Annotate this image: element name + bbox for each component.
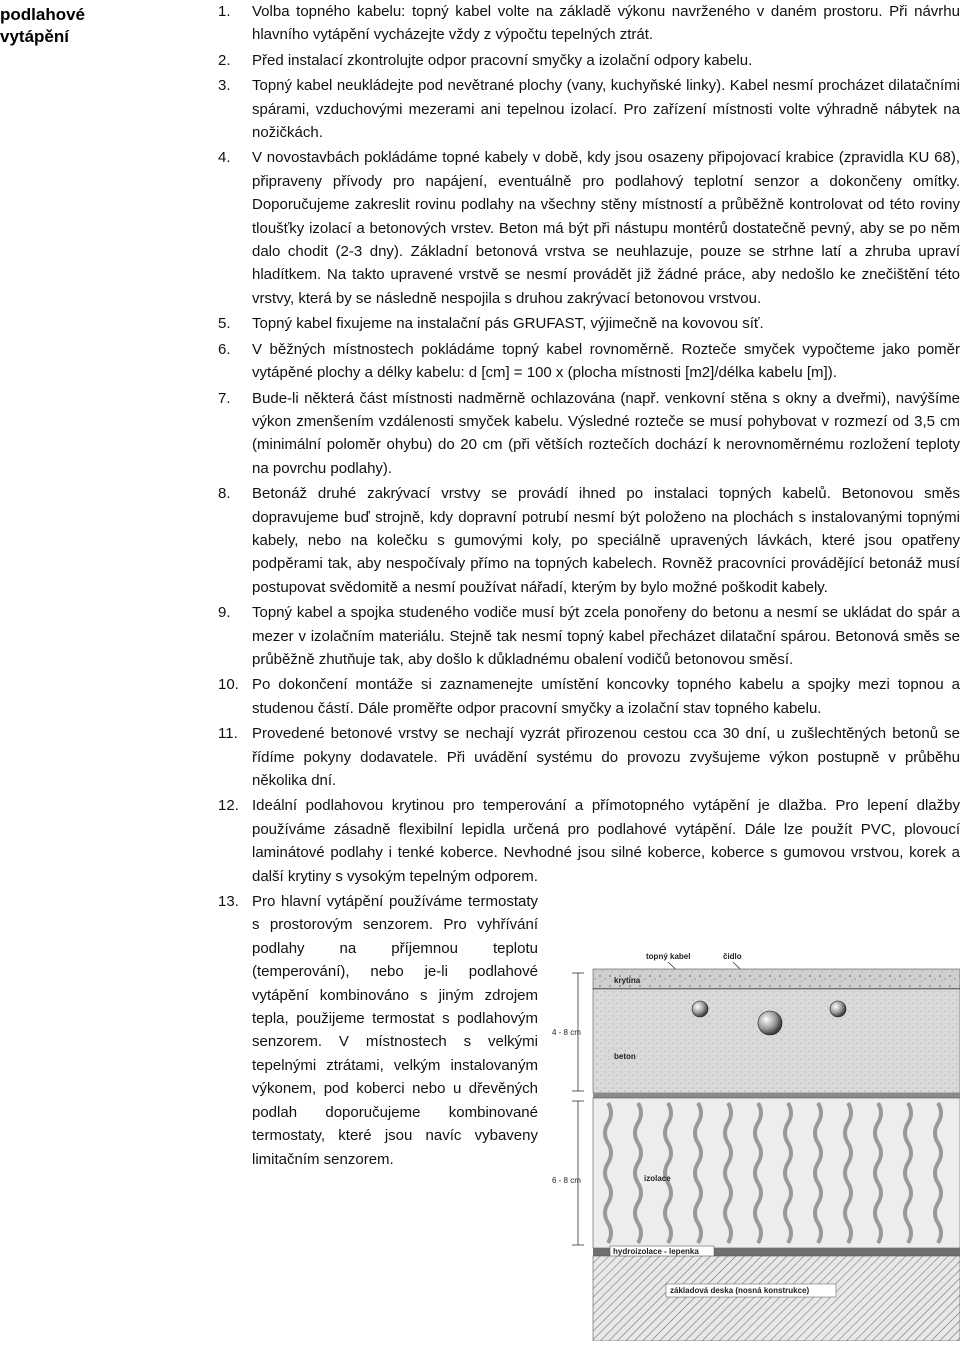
label-waterproofing: hydroizolace - lepenka	[613, 1247, 699, 1256]
list-item	[218, 794, 960, 888]
item-text: Pro hlavní vytápění používáme termostaty s prostorovým senzorem. Pro vyhřívání podlahy na příjemnou teplotu (temperování), nebo je-li podlahové vytápění kombinováno s jiným zdrojem tepla, použijeme termostat s podlahovým senzorem. V místnostech s velkými tepelnými ztrátami, velkým instalovaným výkonem, pod koberci nebo u dřevěných podlah doporučujeme kombinované termostaty, které jsou navíc vybaveny limitačním senzorem.	[252, 893, 538, 1168]
list-item	[218, 49, 960, 72]
heating-cable-icon	[830, 1001, 846, 1017]
dimension-lower: 6 - 8 cm	[552, 1176, 581, 1185]
label-floor-covering: krytina	[614, 976, 641, 985]
item-number: 7.	[218, 389, 231, 407]
heating-cable-icon	[692, 1001, 708, 1017]
list-item	[218, 482, 960, 599]
list-item	[218, 74, 960, 144]
label-heating-cable: topný kabel	[646, 952, 691, 961]
item-number: 8.	[218, 485, 231, 503]
list-item	[218, 0, 960, 47]
list-item	[218, 673, 960, 720]
item-text: Bude-li některá část místnosti nadměrně ochlazována (např. venkovní stěna s okny a dveřmi), navýšíme výkon zmenšením vzdálenosti smyček kabelu. Výsledné rozteče se musí pohybovat v rozmezí od 3,5 cm (minimální poloměr ohybu) do 20 cm (při větších roztečích dochází k nerovnoměrnému rozložení teploty na povrchu podlahy).	[252, 389, 960, 477]
item-number: 11.	[218, 725, 238, 743]
list-item	[218, 338, 960, 385]
item-text: Topný kabel fixujeme na instalační pás GRUFAST, výjimečně na kovovou síť.	[252, 315, 764, 333]
list-item	[218, 890, 538, 1171]
item-text: V běžných místnostech pokládáme topný kabel rovnoměrně. Rozteče smyček vypočteme jako poměr vytápěné plochy a délky kabelu: d [cm] = 100 x (plocha místnosti [m2]/délka kabelu [m]).	[252, 340, 960, 382]
item-text: V novostavbách pokládáme topné kabely v době, kdy jsou osazeny připojovací krabice (zpravidla KU 68), připraveny přívody pro napájení, eventuálně pro podlahový teplotní senzor a dokončeny omítky. Doporučujeme zakreslit rovinu podlahy na všechny stěny místností a průběžně kontrolovat od této roviny tloušťky izolací a betonových vrstev. Beton má být při nástupu montérů dostatečně pevný, aby se po něm dalo chodit (2-3 dny). Základní betonová vrstva se neuhlazuje, pouze se strhne latí a zhruba upraví hladítkem. Na takto upravené vrstvě se nesmí provádět již žádné práce, aby nedošlo ke znečištění této vrstvy, která by se následně nespojila s druhou zakrývací betonovou vrstvou.	[252, 149, 960, 307]
item-text: Topný kabel neukládejte pod nevětrané plochy (vany, kuchyňské linky). Kabel nesmí procházet dilatačními spárami, vzduchovými mezerami ani tepelnou izolací. Pro zařízení místnosti volte výhradně nábytek na nožičkách.	[252, 77, 960, 142]
section-title-line-1: podlahové	[0, 5, 86, 24]
item-text: Před instalací zkontrolujte odpor pracovní smyčky a izolační odpory kabelu.	[252, 51, 753, 69]
item-number: 10.	[218, 676, 239, 694]
label-insulation: izolace	[644, 1174, 671, 1183]
section-title	[0, 4, 185, 48]
item-number: 1.	[218, 3, 231, 20]
list-item	[218, 146, 960, 310]
item-text: Betonáž druhé zakrývací vrstvy se provádí ihned po instalaci topných kabelů. Betonovou směs dopravujeme buď strojně, kdy dopravní potrubí nesmí být položeno na plochách s instalovanými topnými kabely, nebo na kolečku s gumovými koly, po speciálně upravených lávkách, které jsou opatřeny podpěrami tak, aby nespočívaly přímo na topných kabelech. Rovněž pracovníci provádějící betonáž musí postupovat svědomitě a nesmí používat nářadí, kterým by bylo možné poškodit kabely.	[252, 485, 960, 596]
item-text: Volba topného kabelu: topný kabel volte na základě výkonu navrženého v daném prostoru. Při návrhu hlavního vytápění vycházejte vždy z výpočtu tepelných ztrát.	[252, 3, 960, 44]
item-number: 2.	[218, 51, 231, 69]
label-base-slab: základová deska (nosná konstrukce)	[670, 1286, 810, 1295]
item-number: 12.	[218, 797, 239, 815]
floor-section-svg	[548, 943, 960, 1341]
dimension-markers	[572, 973, 584, 1245]
dimension-upper: 4 - 8 cm	[552, 1028, 581, 1037]
item-text: Provedené betonové vrstvy se nechají vyzrát přirozenou cestou cca 30 dní, u zušlechtěných betonů se řídíme pokyny dodavatele. Při uvádění systému do provozu zvyšujeme výkon postupně v průběhu několika dní.	[252, 725, 960, 789]
item-number: 6.	[218, 340, 231, 358]
label-concrete: beton	[614, 1052, 636, 1061]
floor-section-diagram	[548, 943, 960, 1341]
item-text: Ideální podlahovou krytinou pro temperování a přímotopného vytápění je dlažba. Pro lepení dlažby používáme zásadně flexibilní lepidla určená pro podlahové vytápění. Dále lze použít PVC, plovoucí laminátové podlahy i tenké koberce. Nevhodné jsou silné koberce, koberce s gumovou vrstvou, korek a další krytiny s vysokým tepelným odporem.	[252, 797, 960, 885]
list-item	[218, 722, 960, 792]
item-text: Topný kabel a spojka studeného vodiče musí být zcela ponořeny do betonu a nesmí se ukládat do spár a mezer v izolačním materiálu. Stejně tak nesmí topný kabel přecházet dilatační spárou. Betonová směs se průběžně zhutňuje tak, aby došlo k důkladnému obalení vodičů betonovou směsí.	[252, 604, 960, 668]
list-item	[218, 387, 960, 481]
sensor-icon	[758, 1011, 782, 1035]
item-text: Po dokončení montáže si zaznamenejte umístění koncovky topného kabelu a spojky mezi topnou a studenou částí. Dále proměřte odpor pracovní smyčky a izolační stav topného kabelu.	[252, 676, 960, 717]
item-number: 9.	[218, 604, 231, 622]
item-number: 5.	[218, 315, 231, 333]
item-number: 3.	[218, 77, 231, 95]
list-item	[218, 601, 960, 671]
label-sensor: čidlo	[723, 952, 742, 961]
item-number: 4.	[218, 149, 231, 167]
list-item	[218, 312, 960, 335]
item-number: 13.	[218, 893, 239, 911]
section-title-line-2: vytápění	[0, 27, 69, 46]
